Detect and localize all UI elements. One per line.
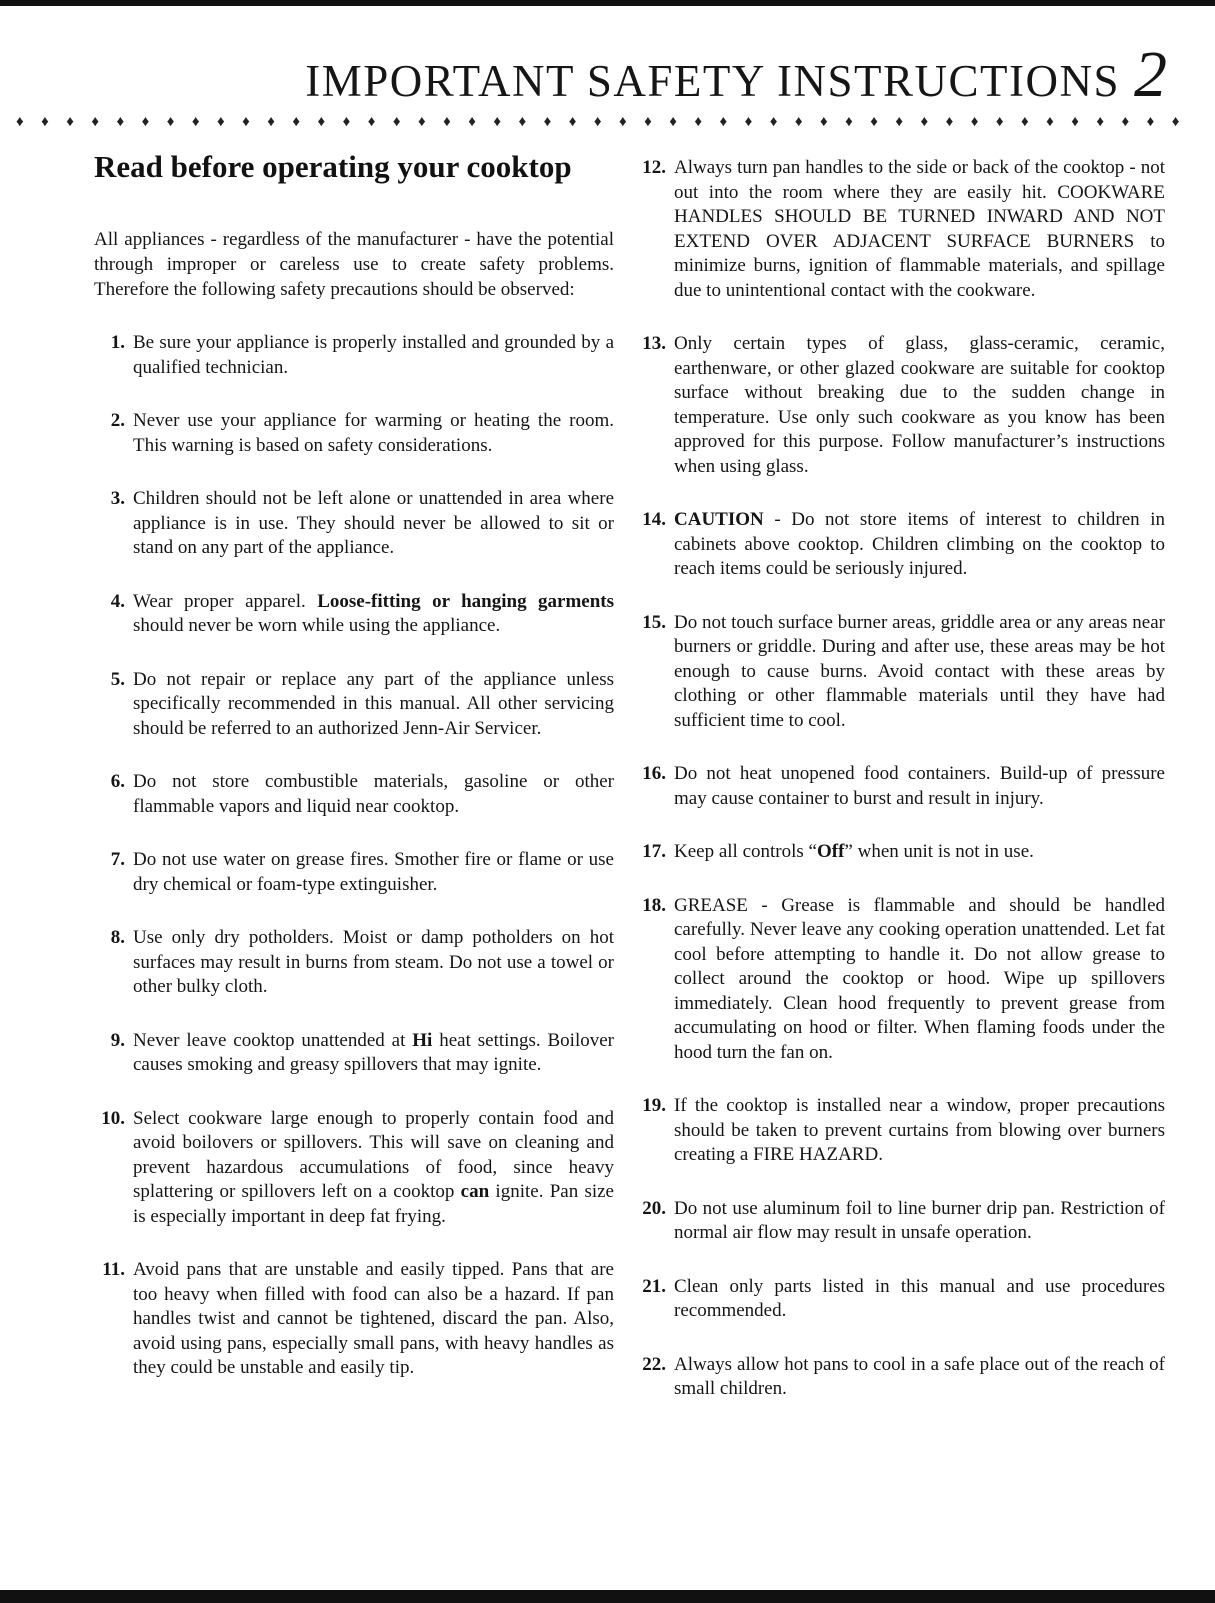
text-run: Be sure your appliance is properly installed and grounded by a qualified technician. bbox=[133, 332, 614, 378]
intro-paragraph: All appliances - regardless of the manufacturer - have the potential through improper or careless use to create safety problems. Therefore the following safety precautions should be observed: bbox=[94, 229, 614, 300]
safety-instruction-item bbox=[94, 487, 614, 561]
item-number: 2. bbox=[110, 410, 125, 431]
item-text bbox=[133, 848, 614, 897]
diamond-ornament-icon: ♦ bbox=[694, 113, 703, 130]
item-number: 22. bbox=[642, 1353, 666, 1375]
safety-instruction-item bbox=[630, 611, 1165, 734]
item-text bbox=[674, 156, 1165, 303]
left-column bbox=[94, 148, 614, 1410]
item-number: 6. bbox=[110, 771, 125, 792]
emphasized-text: can bbox=[460, 1181, 490, 1202]
item-text bbox=[133, 331, 614, 380]
diamond-ornament-icon: ♦ bbox=[794, 113, 803, 130]
item-text bbox=[674, 1353, 1165, 1402]
diamond-ornament-icon: ♦ bbox=[16, 113, 24, 130]
page-number: 2 bbox=[1134, 38, 1167, 111]
emphasized-text: Loose-fitting or hanging garments bbox=[317, 590, 614, 612]
item-text bbox=[674, 508, 1165, 582]
text-run: Do not repair or replace any part of the appliance unless specifically recommended in this manual. All other servicing should be referred to an authorized Jenn-Air Servicer. bbox=[133, 668, 614, 739]
diamond-ornament-icon: ♦ bbox=[292, 113, 301, 130]
emphasized-text: Hi bbox=[412, 1029, 433, 1051]
text-run: If the cooktop is installed near a window, proper precautions should be taken to prevent curtains from blowing over burners creating a FIRE HAZARD. bbox=[674, 1095, 1165, 1165]
diamond-ornament-icon: ♦ bbox=[1121, 113, 1130, 130]
item-text bbox=[133, 1258, 614, 1381]
diamond-ornament-icon: ♦ bbox=[342, 113, 351, 130]
page-title: IMPORTANT SAFETY INSTRUCTIONS bbox=[305, 56, 1120, 106]
safety-instruction-item bbox=[94, 770, 614, 819]
right-column bbox=[630, 156, 1165, 1431]
item-number: 15. bbox=[642, 611, 666, 633]
safety-instruction-item bbox=[630, 840, 1165, 865]
item-text bbox=[674, 1275, 1165, 1324]
diamond-ornament-icon: ♦ bbox=[719, 113, 728, 130]
item-text bbox=[674, 894, 1165, 1066]
safety-instruction-item bbox=[630, 156, 1165, 303]
diamond-ornament-icon: ♦ bbox=[191, 113, 200, 130]
item-text bbox=[674, 332, 1165, 479]
diamond-ornament-icon: ♦ bbox=[543, 113, 552, 130]
text-run: Always turn pan handles to the side or back of the cooktop - not out into the room where they are easily hit. COOKWARE HANDLES SHOULD BE TURNED INWARD AND NOT EXTEND OVER ADJACENT SURFACE BURNERS to minimize burns, ignition of flammable materials, and spillage due to unintentional contact with the cookware. bbox=[674, 157, 1165, 301]
item-text bbox=[133, 1029, 614, 1078]
diamond-ornament-icon: ♦ bbox=[1096, 113, 1105, 130]
text-run: ignite. Pan size is especially important in deep fat frying. bbox=[133, 1181, 614, 1227]
top-border-rule bbox=[0, 0, 1215, 6]
text-run: - Do not store items of interest to children in cabinets above cooktop. Children climbing on the cooktop to reach items could be seriously injured. bbox=[674, 509, 1165, 579]
text-run: Do not use water on grease fires. Smother fire or flame or use dry chemical or foam-type extinguisher. bbox=[133, 849, 614, 895]
safety-instruction-item bbox=[94, 926, 614, 1000]
diamond-ornament-icon: ♦ bbox=[1071, 113, 1079, 130]
diamond-ornament-icon: ♦ bbox=[593, 113, 602, 130]
diamond-ornament-icon: ♦ bbox=[392, 113, 401, 130]
safety-instruction-item bbox=[94, 409, 614, 458]
emphasized-text: Off bbox=[816, 841, 845, 862]
diamond-ornament-icon: ♦ bbox=[1146, 113, 1155, 130]
diamond-ornament-icon: ♦ bbox=[995, 113, 1004, 130]
safety-instruction-item bbox=[630, 508, 1165, 582]
diamond-ornament-icon: ♦ bbox=[769, 113, 778, 130]
text-run: Select cookware large enough to properly contain food and avoid boilovers or spillovers. This will save on cleaning and prevent hazardous accumulations of food, since heavy splattering or spillovers left on a cooktop bbox=[133, 1107, 614, 1202]
diamond-ornament-icon: ♦ bbox=[870, 113, 878, 130]
item-number: 18. bbox=[642, 894, 666, 916]
item-number: 8. bbox=[110, 927, 125, 948]
diamond-ornament-icon: ♦ bbox=[669, 113, 677, 130]
diamond-ornament-icon: ♦ bbox=[66, 113, 74, 130]
diamond-ornament-icon: ♦ bbox=[166, 113, 175, 130]
item-text bbox=[133, 668, 614, 742]
text-run: Avoid pans that are unstable and easily tipped. Pans that are too heavy when filled with food can also be a hazard. If pan handles twist and cannot be tightened, discard the pan. Also, avoid using pans, especially small pans, with heavy handles as they could be unstable and easily tip. bbox=[133, 1259, 614, 1378]
diamond-ornament-icon: ♦ bbox=[116, 113, 125, 130]
diamond-ornament-icon: ♦ bbox=[141, 113, 150, 130]
diamond-ornament-icon: ♦ bbox=[367, 113, 376, 130]
item-text bbox=[133, 409, 614, 458]
item-number: 3. bbox=[110, 488, 125, 509]
safety-instruction-item bbox=[94, 1107, 614, 1230]
item-text bbox=[674, 1197, 1165, 1246]
item-text bbox=[674, 840, 1165, 865]
text-run: Do not store combustible materials, gasoline or other flammable vapors and liquid near cooktop. bbox=[133, 771, 614, 817]
section-heading: Read before operating your cooktop bbox=[94, 149, 572, 184]
safety-instruction-item bbox=[94, 590, 614, 639]
text-run: Never use your appliance for warming or heating the room. This warning is based on safety considerations. bbox=[133, 410, 614, 456]
text-run: heat settings. Boilover causes smoking and greasy spillovers that may ignite. bbox=[133, 1029, 614, 1075]
safety-instruction-item bbox=[94, 668, 614, 742]
item-number: 19. bbox=[642, 1095, 666, 1116]
item-text bbox=[133, 590, 614, 639]
item-text bbox=[133, 1107, 614, 1230]
diamond-ornament-icon: ♦ bbox=[418, 113, 426, 130]
text-run: GREASE - Grease is flammable and should be handled carefully. Never leave any cooking operation unattended. Let fat cool before attempting to handle it. Do not allow grease to collect around the cooktop or hood. Wipe up spillovers immediately. Clean hood frequently to prevent grease from accumulating on hood or filter. When flaming foods under the hood turn the fan on. bbox=[674, 894, 1165, 1063]
item-number: 17. bbox=[642, 841, 666, 862]
diamond-ornament-icon: ♦ bbox=[217, 113, 225, 130]
text-run: Do not touch surface burner areas, griddle area or any areas near burners or griddle. During and after use, these areas may be hot enough to cause burns. Avoid contact with these areas by clothing or other flammable materials until they have had sufficient time to cool. bbox=[674, 611, 1165, 731]
text-run: Wear proper apparel. bbox=[133, 590, 318, 612]
item-number: 1. bbox=[110, 332, 125, 353]
item-text bbox=[674, 762, 1165, 811]
item-number: 9. bbox=[110, 1029, 125, 1051]
item-number: 11. bbox=[102, 1259, 125, 1280]
item-number: 14. bbox=[642, 509, 666, 530]
diamond-ornament-icon: ♦ bbox=[1171, 113, 1180, 130]
safety-instruction-item bbox=[94, 848, 614, 897]
diamond-ornament-icon: ♦ bbox=[242, 113, 250, 130]
item-number: 13. bbox=[642, 333, 666, 354]
item-number: 12. bbox=[642, 157, 666, 178]
diamond-ornament-icon: ♦ bbox=[568, 113, 577, 130]
item-number: 5. bbox=[110, 668, 125, 690]
item-number: 20. bbox=[642, 1197, 666, 1219]
item-text bbox=[133, 487, 614, 561]
diamond-ornament-icon: ♦ bbox=[1046, 113, 1054, 130]
item-number: 4. bbox=[110, 590, 125, 612]
safety-instruction-item bbox=[94, 1029, 614, 1078]
diamond-ornament-icon: ♦ bbox=[518, 113, 527, 130]
diamond-ornament-icon: ♦ bbox=[91, 113, 100, 130]
item-text bbox=[133, 926, 614, 1000]
diamond-ornament-icon: ♦ bbox=[267, 113, 275, 130]
diamond-ornament-icon: ♦ bbox=[920, 113, 929, 130]
diamond-divider bbox=[16, 112, 1180, 132]
item-number: 10. bbox=[101, 1107, 125, 1129]
instruction-list-right bbox=[630, 156, 1165, 1402]
item-number: 21. bbox=[642, 1275, 666, 1297]
diamond-ornament-icon: ♦ bbox=[895, 113, 904, 130]
item-text bbox=[674, 1094, 1165, 1168]
safety-instruction-item bbox=[630, 1353, 1165, 1402]
safety-instruction-item bbox=[630, 762, 1165, 811]
diamond-ornament-icon: ♦ bbox=[744, 113, 753, 130]
text-run: Always allow hot pans to cool in a safe place out of the reach of small children. bbox=[674, 1353, 1165, 1399]
safety-instruction-item bbox=[94, 1258, 614, 1381]
text-run: Only certain types of glass, glass-ceramic, ceramic, earthenware, or other glazed cookware are suitable for cooktop surface without breaking due to the sudden change in temperature. Use only such cookware as you know has been approved for this purpose. Follow manufacturer’s instructions when using glass. bbox=[674, 333, 1165, 477]
text-run: Keep all controls “ bbox=[674, 841, 817, 862]
safety-instruction-item bbox=[630, 894, 1165, 1066]
item-text bbox=[133, 770, 614, 819]
item-text bbox=[674, 611, 1165, 734]
diamond-ornament-icon: ♦ bbox=[493, 113, 502, 130]
safety-instruction-item bbox=[630, 1275, 1165, 1324]
safety-instruction-item bbox=[94, 331, 614, 380]
safety-instruction-item bbox=[630, 1197, 1165, 1246]
item-number: 7. bbox=[110, 849, 125, 870]
diamond-ornament-icon: ♦ bbox=[644, 113, 652, 130]
text-run: Never leave cooktop unattended at bbox=[133, 1029, 413, 1051]
page-header bbox=[305, 38, 1167, 111]
safety-instruction-item bbox=[630, 332, 1165, 479]
instruction-list-left bbox=[94, 331, 614, 1381]
text-run: Do not heat unopened food containers. Build-up of pressure may cause container to burst and result in injury. bbox=[674, 763, 1165, 809]
text-run: Clean only parts listed in this manual and use procedures recommended. bbox=[674, 1275, 1165, 1321]
diamond-ornament-icon: ♦ bbox=[845, 113, 853, 130]
emphasized-text: CAUTION bbox=[674, 509, 764, 530]
bottom-border-rule bbox=[0, 1590, 1215, 1603]
diamond-ornament-icon: ♦ bbox=[820, 113, 828, 130]
diamond-ornament-icon: ♦ bbox=[1021, 113, 1029, 130]
diamond-ornament-icon: ♦ bbox=[317, 113, 326, 130]
text-run: Children should not be left alone or unattended in area where appliance is in use. They should never be allowed to sit or stand on any part of the appliance. bbox=[133, 488, 614, 558]
text-run: Do not use aluminum foil to line burner drip pan. Restriction of normal air flow may result in unsafe operation. bbox=[674, 1197, 1165, 1243]
diamond-ornament-icon: ♦ bbox=[41, 113, 49, 130]
diamond-ornament-icon: ♦ bbox=[468, 113, 476, 130]
safety-instruction-item bbox=[630, 1094, 1165, 1168]
diamond-ornament-icon: ♦ bbox=[443, 113, 451, 130]
item-number: 16. bbox=[642, 763, 666, 784]
text-run: ” when unit is not in use. bbox=[844, 841, 1034, 862]
text-run: Use only dry potholders. Moist or damp potholders on hot surfaces may result in burns from steam. Do not use a towel or other bulky cloth. bbox=[133, 927, 614, 997]
text-run: should never be worn while using the appliance. bbox=[133, 615, 501, 636]
diamond-ornament-icon: ♦ bbox=[945, 113, 954, 130]
diamond-ornament-icon: ♦ bbox=[970, 113, 979, 130]
diamond-ornament-icon: ♦ bbox=[619, 113, 627, 130]
